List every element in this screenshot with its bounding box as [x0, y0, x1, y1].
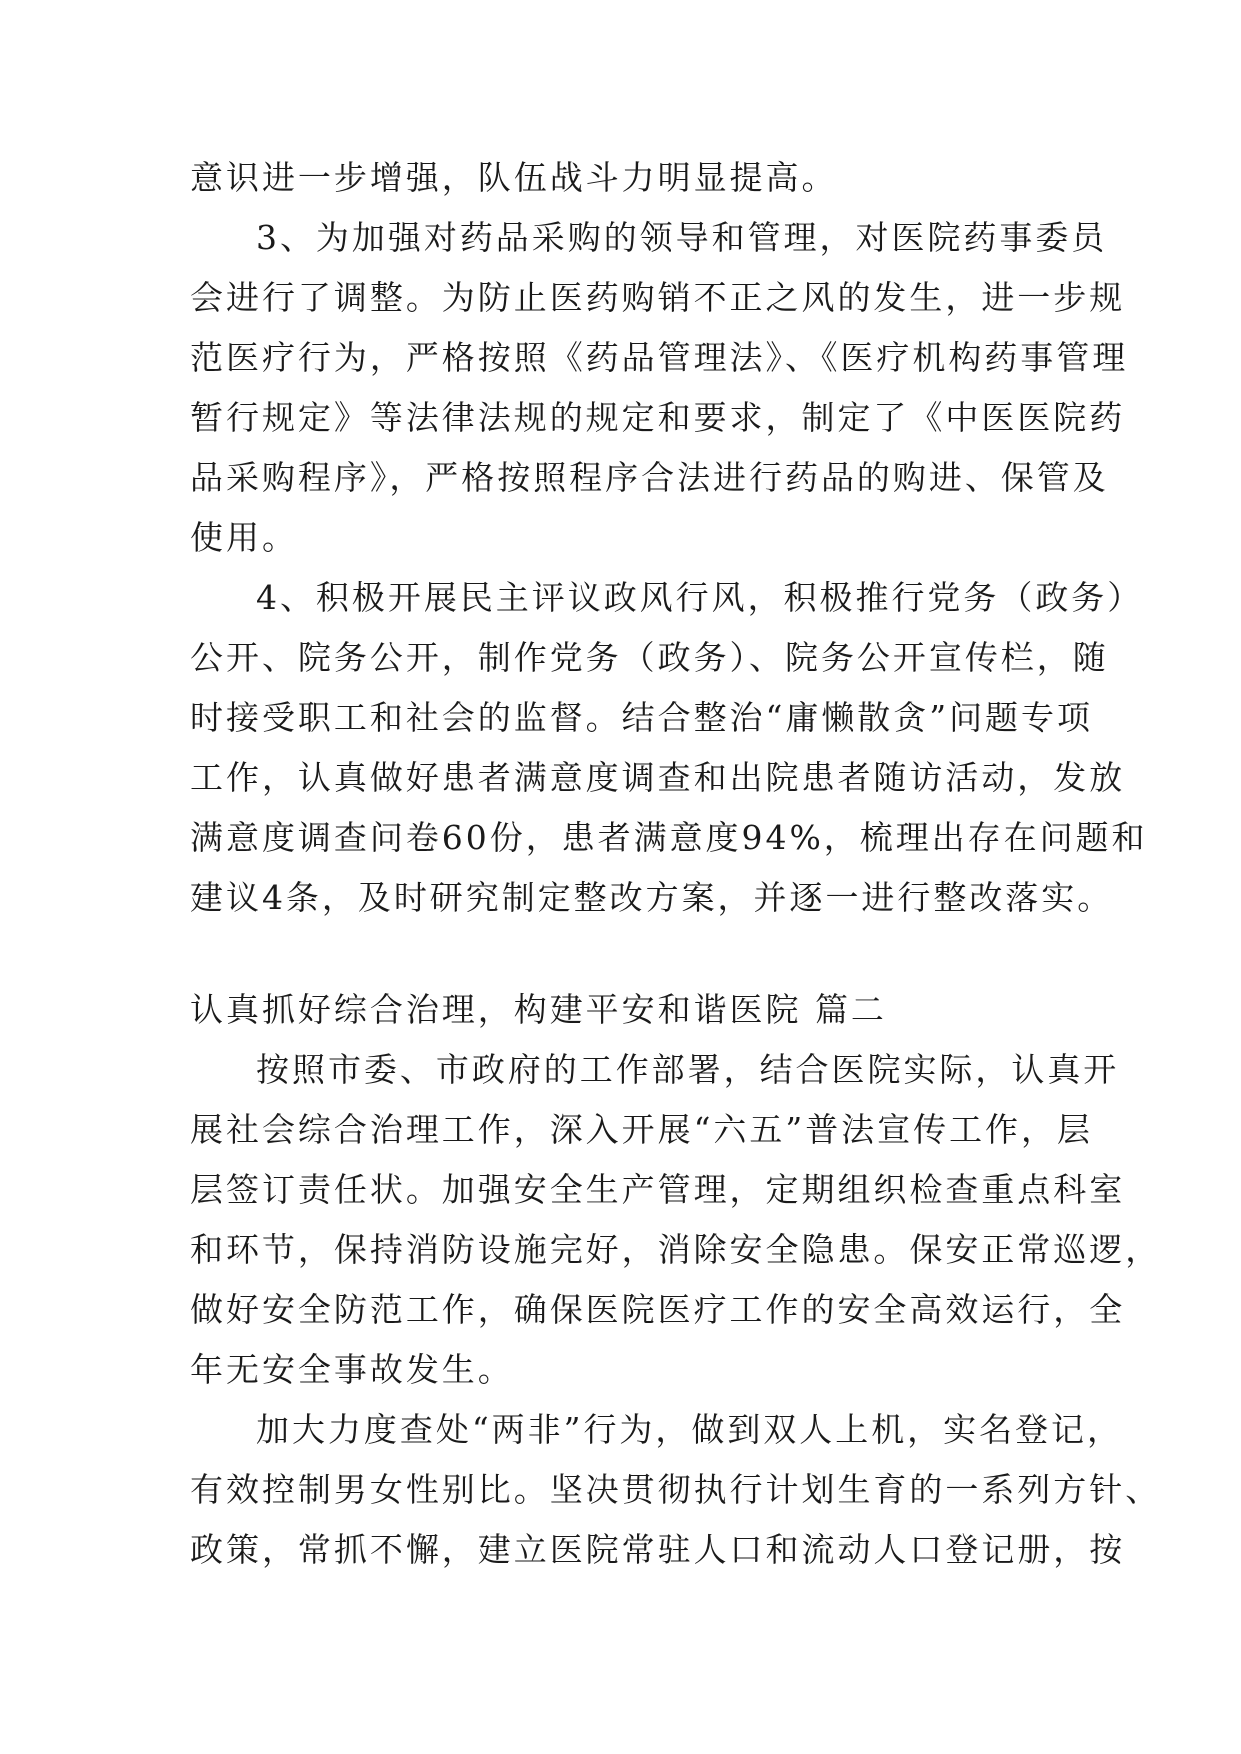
text-line: 满意度调查问卷60份，患者满意度94%，梳理出存在问题和 — [190, 818, 1148, 857]
text-line: 意识进一步增强，队伍战斗力明显提高。 — [190, 158, 838, 197]
text-line: 工作，认真做好患者满意度调查和出院患者随访活动，发放 — [190, 758, 1126, 797]
text-line: 时接受职工和社会的监督。结合整治“庸懒散贪”问题专项 — [190, 698, 1093, 737]
document-page — [190, 148, 1162, 1580]
text-line: 建议4条，及时研究制定整改方案，并逐一进行整改落实。 — [190, 878, 1114, 917]
text-line: 会进行了调整。为防止医药购销不正之风的发生，进一步规 — [190, 278, 1126, 317]
text-line: 和环节，保持消防设施完好，消除安全隐患。保安正常巡逻， — [190, 1230, 1162, 1269]
text-line: 范医疗行为，严格按照《药品管理法》、《医疗机构药事管理 — [190, 338, 1129, 377]
text-line: 层签订责任状。加强安全生产管理，定期组织检查重点科室 — [190, 1170, 1126, 1209]
text-line: 暂行规定》等法律法规的规定和要求，制定了《中医医院药 — [190, 398, 1126, 437]
paragraph-5-line-1: 按照市委、市政府的工作部署，结合医院实际，认真开 — [256, 1050, 1120, 1089]
text-line: 展社会综合治理工作，深入开展“六五”普法宣传工作，层 — [190, 1110, 1093, 1149]
text-line: 品采购程序》，严格按照程序合法进行药品的购进、保管及 — [190, 458, 1109, 497]
text-line: 做好安全防范工作，确保医院医疗工作的安全高效运行，全 — [190, 1290, 1126, 1329]
text-line: 年无安全事故发生。 — [190, 1350, 514, 1389]
paragraph-3-line-1: 3、为加强对药品采购的领导和管理，对医院药事委员 — [256, 218, 1108, 257]
section-spacer — [190, 928, 1060, 980]
paragraph-4-line-1: 4、积极开展民主评议政风行风，积极推行党务（政务） — [256, 578, 1144, 617]
paragraph-6-line-1: 加大力度查处“两非”行为，做到双人上机，实名登记， — [256, 1410, 1123, 1449]
text-line: 使用。 — [190, 518, 298, 557]
text-line: 有效控制男女性别比。坚决贯彻执行计划生育的一系列方针、 — [190, 1470, 1162, 1509]
section-heading: 认真抓好综合治理，构建平安和谐医院 篇二 — [190, 990, 887, 1029]
text-line: 公开、院务公开，制作党务（政务）、院务公开宣传栏，随 — [190, 638, 1109, 677]
text-line: 政策，常抓不懈，建立医院常驻人口和流动人口登记册，按 — [190, 1530, 1126, 1569]
